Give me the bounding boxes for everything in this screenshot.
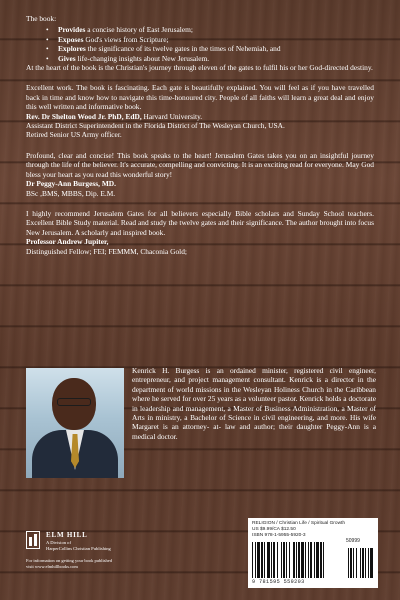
review-quote: Profound, clear and concise! This book speaks to the heart! Jerusalem Gates takes you on an insightful journey through the life of the believer. It's accurate, compelling and convicting. It is an exciting read for everyone. May God bless your heart as you read this wonderful story! xyxy=(26,150,374,179)
review-3 xyxy=(26,209,374,256)
reviewer-title: Distinguished Fellow; FEI; FEMMM, Chaconia Gold; xyxy=(26,246,187,256)
author-bio: Kenrick H. Burgess is an ordained minister, registered civil engineer, entrepreneur, and project management consultant. Kenrick is a director in the department of world missions in the Wesleyan Holiness Church in the Caribbean where he served for over 25 years as a volunteer pastor. Kenrick holds a doctorate in leadership and management, a Master of Business Administration, a Master of Arts in ministry, a Bachelor of Science in civil engineering, and more. His wife Margaret is an attorney- at- law and author; their daughter Peggy-Ann is a medical doctor. xyxy=(132,366,376,441)
publisher-info: For information on getting your book published visit www.elmhillbooks.com xyxy=(26,558,112,569)
elm-hill-logo-icon xyxy=(26,531,40,549)
summary-item: • Gives life-changing insights about New Jerusalem. xyxy=(26,54,374,63)
barcode-addon: 50999 xyxy=(346,538,360,544)
summary-item: • Exposes God's views from Scripture; xyxy=(26,35,374,44)
publisher-division: A Division of HarperCollins Christian Publishing xyxy=(46,540,111,551)
category-label: RELIGION / Christian Life / Spiritual Growth xyxy=(252,521,346,526)
review-quote: Excellent work. The book is fascinating. Each gate is beautifully explained. You will feel as if you have travelled back in time and know how to navigate this time-honoured city. People of all faiths will learn a great deal and enjoy this well written and informative book. xyxy=(26,83,374,112)
isbn-label: ISBN 978-1-5955-5920-3 xyxy=(252,533,306,538)
price-label: US $9.99/CA $12.50 xyxy=(252,527,296,532)
summary-item: • Explores the significance of its twelve gates in the times of Nehemiah, and xyxy=(26,44,374,53)
review-quote: I highly recommend Jerusalem Gates for all believers especially Bible scholars and Sunday School teachers. Excellent Bible Study material. Read and study the twelve gates and their significance. The author brought into focus New Jerusalem. A scholarly and inspired book. xyxy=(26,208,374,237)
summary-lead: The book: xyxy=(26,14,57,23)
summary-item: • Provides a concise history of East Jerusalem; xyxy=(26,25,374,34)
reviewer-title: Retired Senior US Army officer. xyxy=(26,130,122,140)
review-attribution: Dr Peggy-Ann Burgess, MD. xyxy=(26,179,116,189)
review-1 xyxy=(26,83,374,139)
barcode-panel xyxy=(248,518,378,588)
barcode-icon xyxy=(252,542,374,578)
review-attribution: Professor Andrew Jupiter, xyxy=(26,237,109,247)
summary-list xyxy=(26,25,374,63)
review-2 xyxy=(26,151,374,198)
publisher-name: ELM HILL xyxy=(46,531,88,539)
reviewer-title: BSc ,BMS, MBBS, Dip. E.M. xyxy=(26,188,116,198)
reviewer-title: Assistant District Superintendent in the Florida District of The Wesleyan Church, USA. xyxy=(26,121,285,131)
summary-closing: At the heart of the book is the Christian's journey through eleven of the gates to fulfil his or her God-directed destiny. xyxy=(26,63,373,73)
barcode-number: 9 781595 559203 xyxy=(252,579,305,585)
review-attribution: Rev. Dr Shelton Wood Jr. PhD, EdD, Harvard University. xyxy=(26,111,203,121)
book-summary xyxy=(26,14,374,72)
author-photo xyxy=(26,368,124,478)
